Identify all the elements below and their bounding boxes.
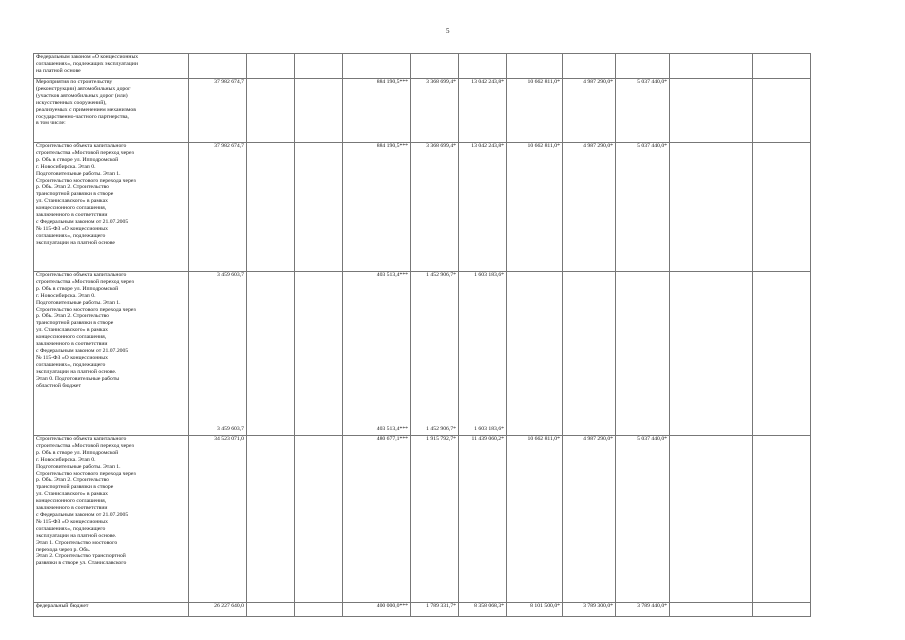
row-name-cell (34, 79, 189, 143)
cell-value: 10 662 811,0* (527, 79, 560, 85)
value-cell (616, 54, 670, 79)
value-cell (616, 603, 670, 617)
row-name-cell (34, 143, 189, 272)
value-cell (411, 603, 459, 617)
cell-value: 3 368 699,4* (426, 143, 456, 149)
cell-value: 8 358 068,3* (474, 603, 504, 609)
row-name: Федеральным законом «О концессионных соглашениях», подлежащих эксплуатации на платной основе (36, 54, 139, 74)
value-cell (507, 436, 563, 603)
value-cell (670, 79, 753, 143)
cell-value: 1 603 183,6* (474, 272, 504, 278)
cell-sub-value: 403 513,4*** (376, 426, 408, 433)
cell-value: 5 037 440,0* (637, 79, 667, 85)
cell-value: 37 982 674,7 (214, 143, 244, 149)
row-name-cell (34, 54, 189, 79)
value-cell (753, 603, 811, 617)
page-number: 5 (446, 27, 450, 35)
table-row (34, 436, 811, 603)
cell-value: 4 987 290,0* (583, 436, 613, 442)
value-cell (411, 143, 459, 272)
value-cell (563, 436, 616, 603)
cell-value: 37 982 674,7 (214, 79, 244, 85)
table-body (34, 54, 811, 617)
value-cell (295, 79, 343, 143)
value-cell (343, 54, 411, 79)
cell-value: 13 042 243,8* (471, 143, 504, 149)
cell-value: 5 037 440,0* (637, 143, 667, 149)
cell-sub-value: 3 459 603,7 (216, 426, 244, 433)
cell-value: 4 987 290,0* (583, 79, 613, 85)
value-cell (459, 272, 507, 436)
row-name: Строительство объекта капитального строительства «Мостовой переход через р. Обь в створе ул. Ипподромской г. Новосибирска. Этап 0. Подготовительные работы. Этап 1. Строительство мостового перехода через р. Обь. Этап 2. Строительство транспортной развязки в створе ул. Станиславского» в рамках концессионного соглашения, заключенного в соответствии с Федеральным законом от 21.07.2005 № 115-ФЗ «О концессионных соглашениях», подлежащего эксплуатации на платной основе (36, 143, 136, 246)
value-cell (411, 272, 459, 436)
cell-value: 1 789 331,7* (426, 603, 456, 609)
row-name-cell (34, 436, 189, 603)
value-cell (563, 272, 616, 436)
cell-value: 5 037 440,0* (637, 436, 667, 442)
value-cell (753, 79, 811, 143)
row-name-cell (34, 603, 189, 617)
row-name: Строительство объекта капитального строительства «Мостовой переход через р. Обь в створе ул. Ипподромской г. Новосибирска. Этап 0. Подготовительные работы. Этап 1. Строительство мостового перехода через р. Обь. Этап 2. Строительство транспортной развязки в створе ул. Станиславского» в рамках концессионного соглашения, заключенного в соответствии с Федеральным законом от 21.07.2005 № 115-ФЗ «О концессионных соглашениях», подлежащего эксплуатации на платной основе. Этап 0. Подготовительные работы (36, 272, 136, 382)
cell-value: 3 789 440,0* (637, 603, 667, 609)
row-sub-name: областной бюджет (36, 382, 81, 389)
value-cell (343, 272, 411, 436)
value-cell (247, 79, 295, 143)
cell-sub-value: 1 452 906,7* (426, 426, 456, 433)
value-cell (189, 272, 247, 436)
value-cell (343, 436, 411, 603)
value-cell (247, 603, 295, 617)
value-cell (247, 54, 295, 79)
cell-value: 3 459 603,7 (216, 272, 244, 278)
cell-value: 884 190,5*** (376, 79, 408, 85)
cell-value: 8 101 500,0* (530, 603, 560, 609)
value-cell (563, 79, 616, 143)
row-name-cell (34, 272, 189, 436)
value-cell (247, 436, 295, 603)
value-cell (563, 143, 616, 272)
value-cell (343, 603, 411, 617)
row-name: Строительство объекта капитального строительства «Мостовой переход через р. Обь в створе ул. Ипподромской г. Новосибирска. Этап 0. Подготовительные работы. Этап 1. Строительство мостового перехода через р. Обь. Этап 2. Строительство транспортной развязки в створе ул. Станиславского» в рамках концессионного соглашения, заключенного в соответствии с Федеральным законом от 21.07.2005 № 115-ФЗ «О концессионных соглашениях», подлежащего эксплуатации на платной основе. Этап 1. Строительство мостового перехода через р. Обь. Этап 2. Строительство транспортной развязки в створе ул. Станиславского (36, 436, 136, 567)
value-cell (507, 272, 563, 436)
cell-value: 403 513,4*** (376, 272, 408, 278)
value-cell (295, 143, 343, 272)
value-cell (670, 54, 753, 79)
value-cell (616, 272, 670, 436)
value-cell (295, 54, 343, 79)
cell-value: 1 452 906,7* (426, 272, 456, 278)
value-cell (411, 54, 459, 79)
value-cell (459, 79, 507, 143)
value-cell (616, 436, 670, 603)
cell-value: 10 662 811,0* (527, 436, 560, 442)
cell-value: 884 190,5*** (376, 143, 408, 149)
value-cell (459, 143, 507, 272)
value-cell (753, 272, 811, 436)
value-cell (459, 54, 507, 79)
value-cell (247, 272, 295, 436)
table-row (34, 143, 811, 272)
value-cell (507, 54, 563, 79)
value-cell (616, 143, 670, 272)
table-row (34, 272, 811, 436)
value-cell (295, 603, 343, 617)
value-cell (295, 272, 343, 436)
table-row (34, 79, 811, 143)
value-cell (670, 143, 753, 272)
value-cell (343, 143, 411, 272)
value-cell (343, 79, 411, 143)
cell-value: 480 677,1*** (376, 436, 408, 442)
value-cell (670, 436, 753, 603)
value-cell (189, 143, 247, 272)
value-cell (670, 272, 753, 436)
value-cell (670, 603, 753, 617)
cell-value: 10 662 811,0* (527, 143, 560, 149)
value-cell (189, 79, 247, 143)
value-cell (507, 603, 563, 617)
table-row (34, 603, 811, 617)
cell-value: 11 439 060,2* (471, 436, 504, 442)
table-row (34, 54, 811, 79)
value-cell (295, 436, 343, 603)
value-cell (189, 54, 247, 79)
cell-value: 1 915 792,7* (426, 436, 456, 442)
value-cell (189, 603, 247, 617)
value-cell (753, 54, 811, 79)
value-cell (616, 79, 670, 143)
cell-value: 3 368 699,4* (426, 79, 456, 85)
value-cell (563, 603, 616, 617)
value-cell (507, 143, 563, 272)
cell-value: 13 042 243,8* (471, 79, 504, 85)
cell-value: 3 789 300,0* (583, 603, 613, 609)
cell-value: 26 227 640,0 (214, 603, 244, 609)
row-name: Мероприятия по строительству (реконструкции) автомобильных дорог (участков автомобильных дорог (или) искусственных сооружений), реализуемых с применением механизмов государственно-частного партнерства, в том числе: (36, 79, 136, 127)
value-cell (459, 436, 507, 603)
cell-value: 400 000,0*** (376, 603, 408, 609)
value-cell (753, 143, 811, 272)
value-cell (189, 436, 247, 603)
value-cell (247, 143, 295, 272)
cell-value: 34 523 071,0 (214, 436, 244, 442)
value-cell (459, 603, 507, 617)
value-cell (563, 54, 616, 79)
cell-value: 4 987 290,0* (583, 143, 613, 149)
value-cell (507, 79, 563, 143)
row-name: федеральный бюджет (36, 603, 89, 609)
cell-sub-value: 1 603 183,6* (474, 426, 504, 433)
value-cell (753, 436, 811, 603)
budget-table (33, 53, 811, 617)
value-cell (411, 436, 459, 603)
value-cell (411, 79, 459, 143)
